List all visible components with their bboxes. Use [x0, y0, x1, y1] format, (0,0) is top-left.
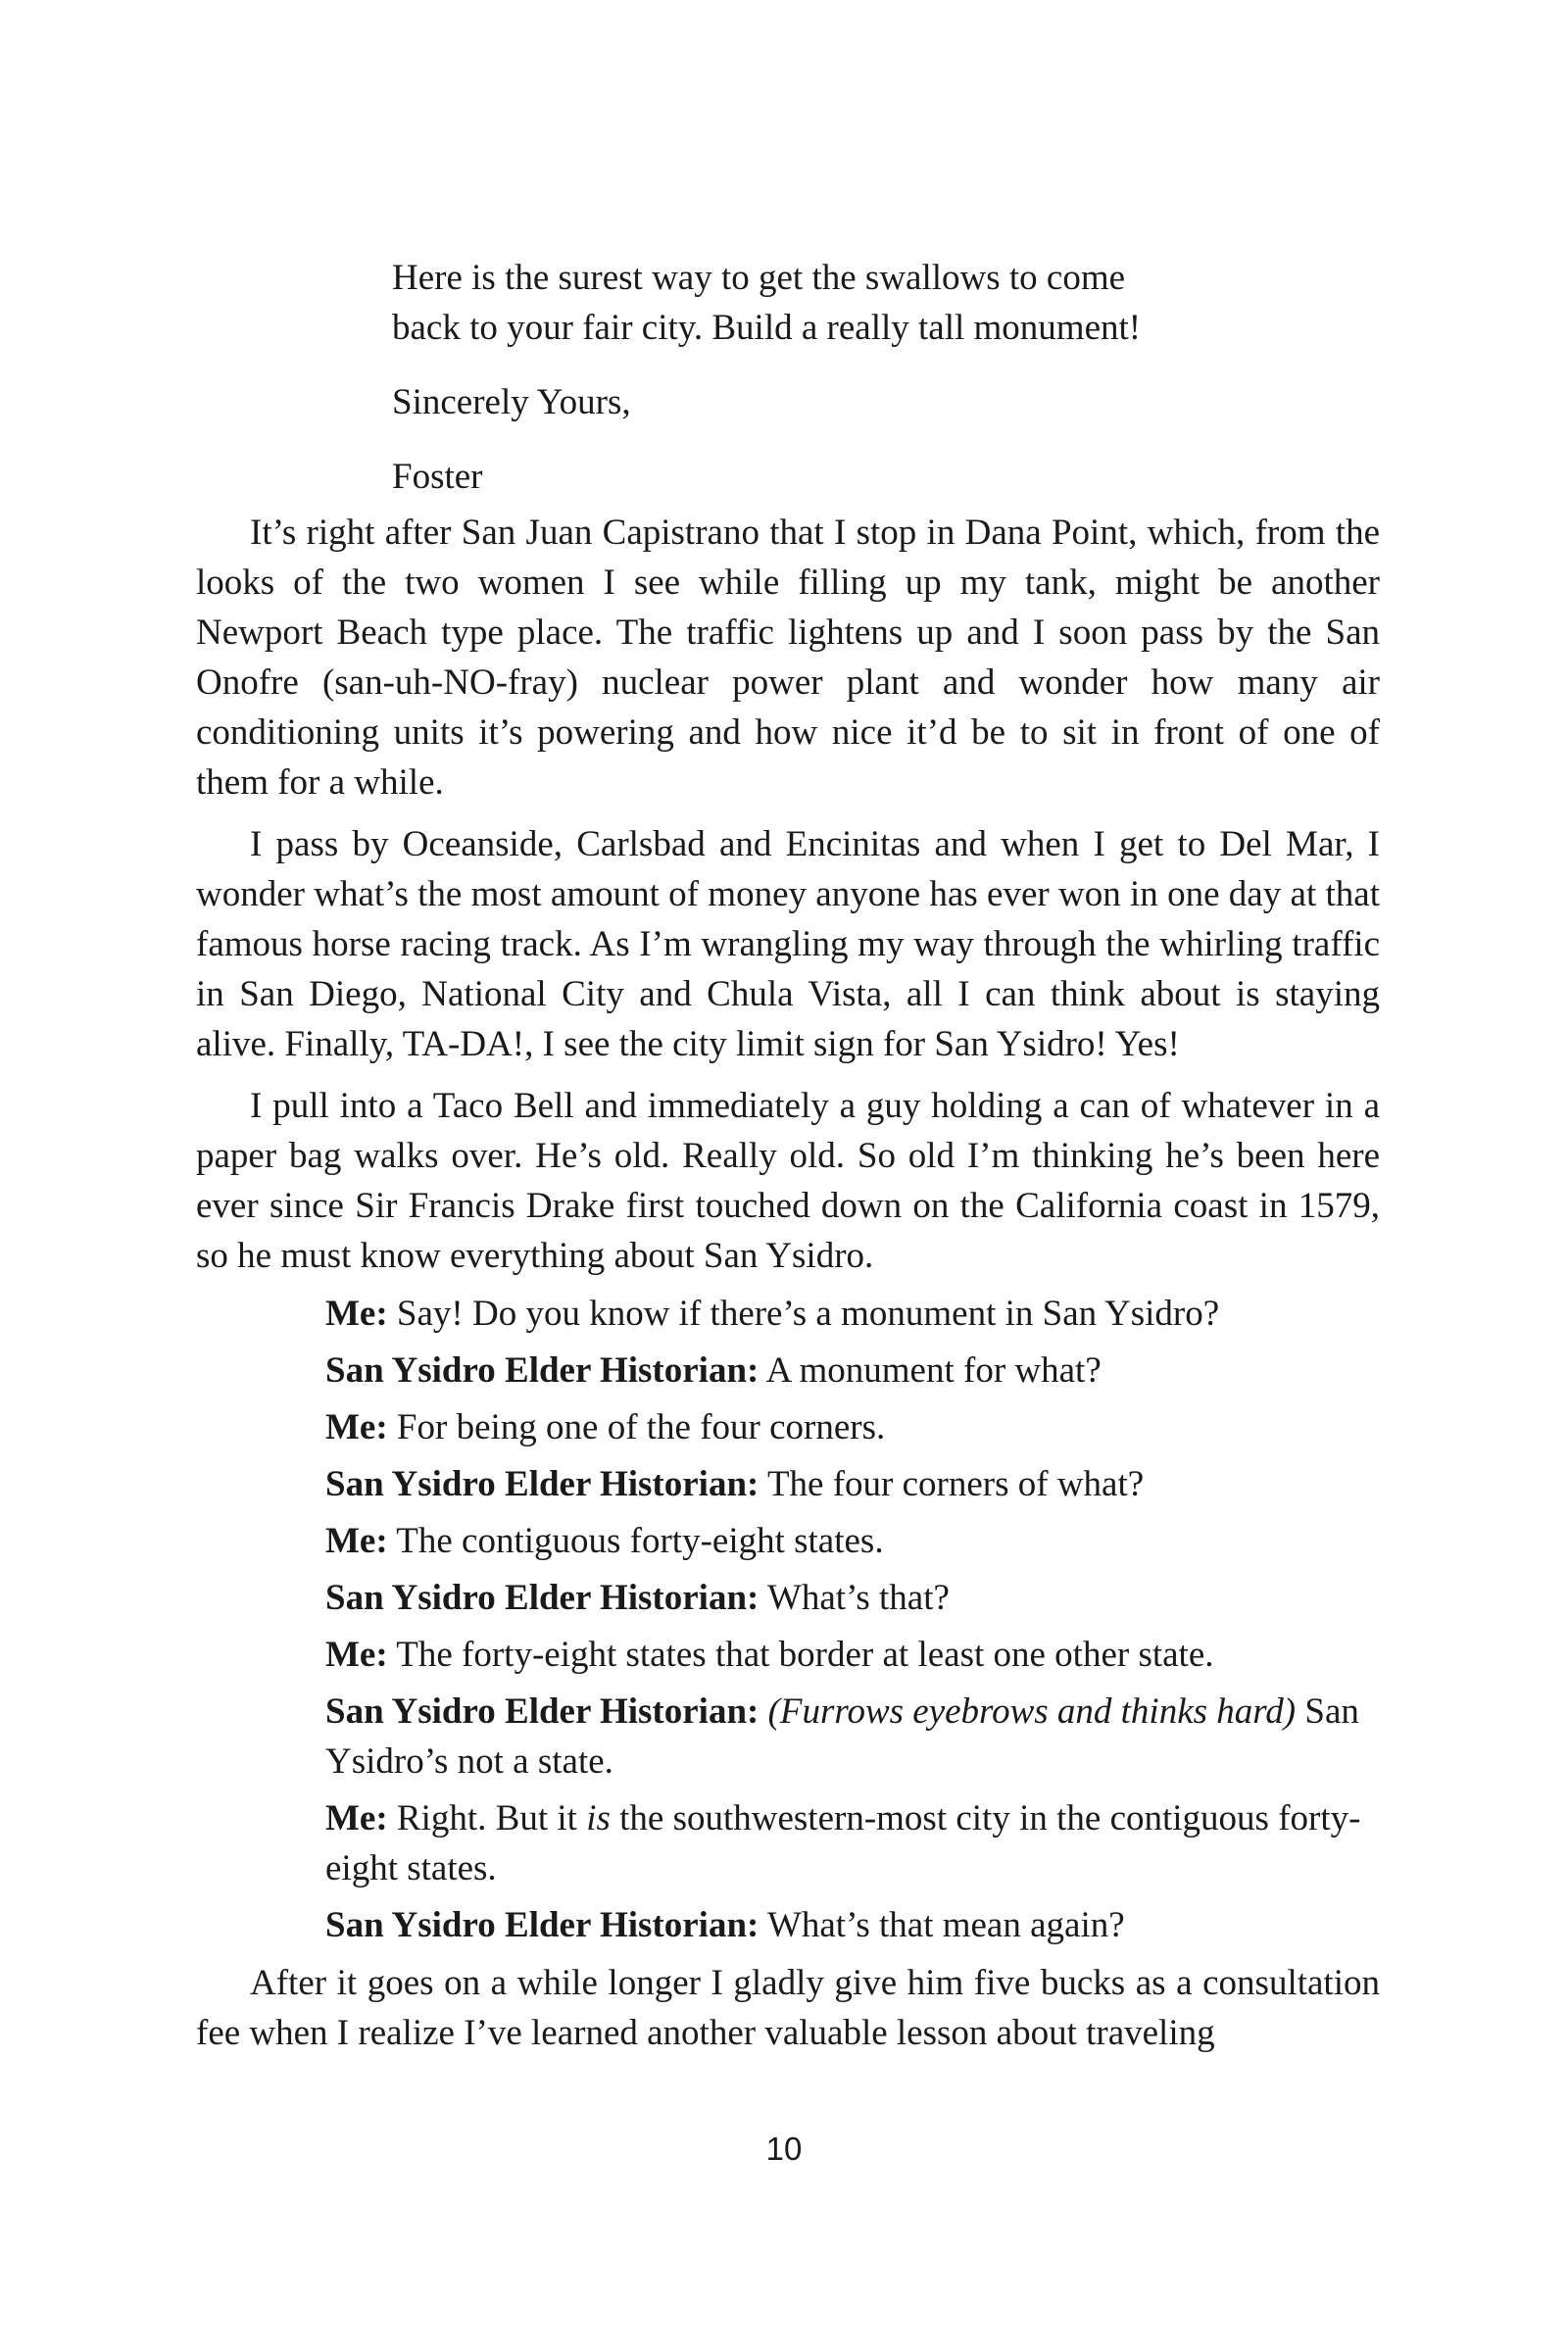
- dialogue-text: Right. But it: [387, 1798, 587, 1838]
- emphasis-text: is: [586, 1798, 611, 1838]
- dialogue-line: [325, 1900, 1380, 1950]
- dialogue-text: For being one of the four corners.: [387, 1407, 886, 1447]
- dialogue-line: [325, 1289, 1380, 1339]
- paragraph: I pull into a Taco Bell and immediately a guy holding a can of whatever in a paper bag walks over. He’s old. Really old. So old I’m thinking he’s been here ever since Sir Francis Drake first touched down on the California coast in 1579, so he must know everything about San Ysidro.: [196, 1086, 1380, 1276]
- speaker-label: San Ysidro Elder Historian:: [325, 1905, 760, 1945]
- speaker-label: San Ysidro Elder Historian:: [325, 1350, 760, 1391]
- dialogue-text: What’s that mean again?: [759, 1905, 1125, 1945]
- dialogue-line: [325, 1687, 1380, 1787]
- dialogue-text: What’s that?: [759, 1578, 950, 1618]
- speaker-label: Me:: [325, 1294, 388, 1334]
- stage-direction: (Furrows eyebrows and thinks hard): [759, 1691, 1297, 1732]
- speaker-label: Me:: [325, 1798, 388, 1838]
- speaker-label: San Ysidro Elder Historian:: [325, 1691, 760, 1732]
- dialogue-block: [196, 1289, 1380, 1950]
- page-number: 10: [765, 2131, 803, 2167]
- letter-line: Here is the surest way to get the swallows to come: [392, 258, 1126, 298]
- paragraph: I pass by Oceanside, Carlsbad and Encinitas and when I get to Del Mar, I wonder what’s the most amount of money anyone has ever won in one day at that famous horse racing track. As I’m wrangling my way through the whirling traffic in San Diego, National City and Chula Vista, all I can think about is staying alive. Finally, TA-DA!, I see the city limit sign for San Ysidro! Yes!: [196, 824, 1380, 1064]
- dialogue-line: [325, 1516, 1380, 1566]
- letter-excerpt: [196, 253, 1380, 502]
- speaker-label: San Ysidro Elder Historian:: [325, 1578, 760, 1618]
- dialogue-line: [325, 1793, 1380, 1893]
- speaker-label: Me:: [325, 1635, 388, 1675]
- dialogue-line: [325, 1402, 1380, 1452]
- paragraph: It’s right after San Juan Capistrano that I stop in Dana Point, which, from the looks of the two women I see while filling up my tank, might be another Newport Beach type place. The traffic lightens up and I soon pass by the San Onofre (san-uh-NO-fray) nuclear power plant and wonder how many air conditioning units it’s powering and how nice it’d be to sit in front of one of them for a while.: [196, 513, 1380, 803]
- letter-closing: Sincerely Yours,: [392, 382, 631, 422]
- dialogue-text: The four corners of what?: [759, 1464, 1145, 1504]
- dialogue-line: [325, 1346, 1380, 1396]
- letter-signature: Foster: [392, 457, 483, 497]
- page-body: [196, 253, 1380, 2058]
- speaker-label: San Ysidro Elder Historian:: [325, 1464, 760, 1504]
- paragraph: After it goes on a while longer I gladly give him five bucks as a consultation fee when I realize I’ve learned another valuable lesson about traveling: [196, 1963, 1380, 2053]
- dialogue-text: Say! Do you know if there’s a monument in San Ysidro?: [387, 1294, 1220, 1334]
- dialogue-text: San Ysidro’s not a state.: [325, 1691, 1359, 1782]
- speaker-label: Me:: [325, 1407, 388, 1447]
- dialogue-line: [325, 1573, 1380, 1623]
- dialogue-line: [325, 1630, 1380, 1680]
- dialogue-text: A monument for what?: [759, 1350, 1102, 1391]
- dialogue-text: the southwestern-most city in the contiguous forty-eight states.: [325, 1798, 1361, 1888]
- speaker-label: Me:: [325, 1521, 388, 1561]
- letter-line: back to your fair city. Build a really tall monument!: [392, 308, 1142, 348]
- dialogue-text: The forty-eight states that border at least one other state.: [387, 1635, 1214, 1675]
- dialogue-text: The contiguous forty-eight states.: [387, 1521, 884, 1561]
- dialogue-line: [325, 1459, 1380, 1509]
